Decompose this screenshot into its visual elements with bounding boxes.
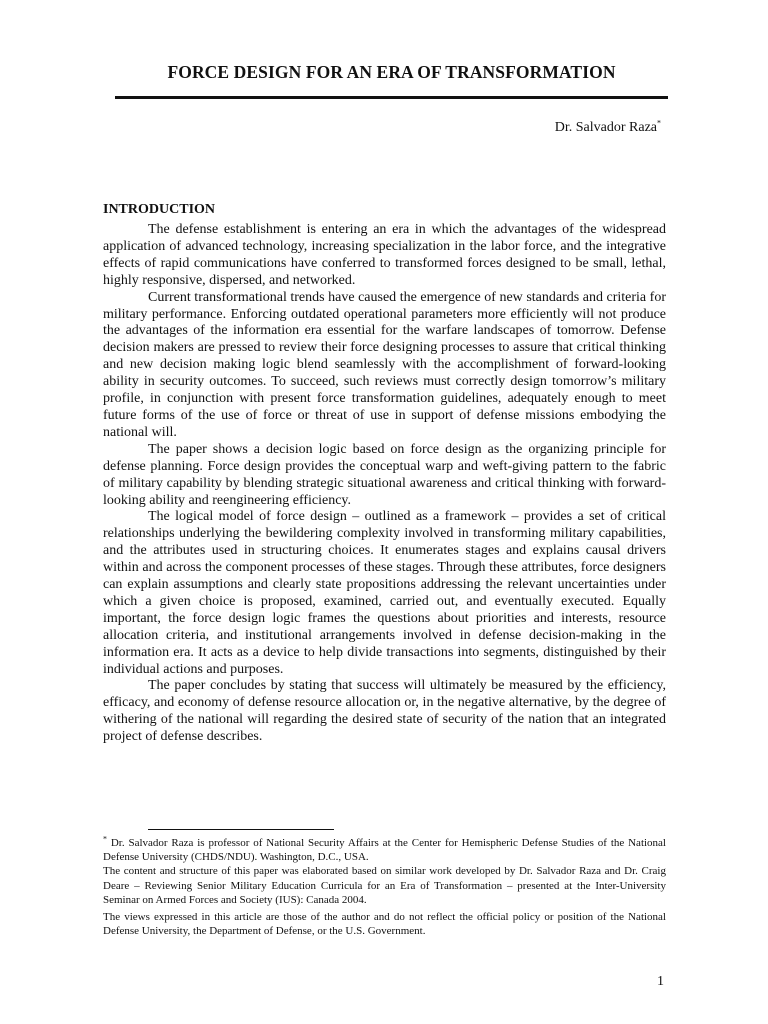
paragraph: Current transformational trends have caused the emergence of new standards and criteria for military performance. Enforcing outdated operational parameters more efficiently will not produce the advantages of the information era essential for the warfare landscapes of tomorrow. Defense decision makers are pressed to review their force designing processes to assure that critical thinking and new decision making logic blend seamlessly with the accomplishment of forward-looking ability in security outcomes. To succeed, such reviews must correctly design tomorrow’s military profile, in conjunction with present force transformation guidelines, adequately enough to meet future forms of the use of force or threat of use in support of defense missions embodying the national will. <box>103 289 666 440</box>
footnote-separator <box>148 829 334 830</box>
footnote-marker: * <box>103 834 107 844</box>
paragraph: The paper concludes by stating that success will ultimately be measured by the efficiency, efficacy, and economy of defense resource allocation or, in the negative alternative, by the degree of withering of the national will regarding the desired state of security of the nation that an integrated project of defense describes. <box>103 678 666 745</box>
author-footnote-marker: * <box>657 118 661 128</box>
author-name: Dr. Salvador Raza <box>554 120 657 135</box>
paragraph: The defense establishment is entering an era in which the advantages of the widespread application of advanced technology, increasing specialization in the labor force, and the integrative effects of rapid communications have conferred to transformed forces designed to be small, lethal, highly responsive, dispersed, and networked. <box>103 222 666 288</box>
page-title: FORCE DESIGN FOR AN ERA OF TRANSFORMATION <box>167 62 616 82</box>
paragraph: The paper shows a decision logic based on force design as the organizing principle for defense planning. Force design provides the conceptual warp and weft-giving pattern to the fabric of military capability by blending strategic situational awareness and critical thinking with forward-looking ability and reengineering efficiency. <box>103 441 666 508</box>
footnote-item: The views expressed in this article are those of the author and do not reflect the official policy or position of the National Defense University, the Department of Defense, or the U.S. Government. <box>103 911 666 938</box>
paragraph: The logical model of force design – outlined as a framework – provides a set of critical relationships underlying the bewildering complexity involved in transforming military capabilities, and the attributes used in structuring choices. It enumerates stages and explains causal drivers within and across the component processes of these stages. Through these attributes, force designers can explain assumptions and clearly state propositions addressing the relevant uncertainties under which a given choice is proposed, examined, carried out, and eventually executed. Equally important, the force design logic frames the questions about priorities and interests, resource allocation criteria, and institutional arrangements involved in defense decision-making in the information era. It acts as a device to help divide transactions into segments, distinguished by their individual actions and purposes. <box>103 509 666 677</box>
introduction-body <box>103 222 666 746</box>
title-rule <box>115 96 668 99</box>
footnote-item <box>103 836 666 864</box>
section-heading: INTRODUCTION <box>103 202 216 217</box>
author-byline <box>555 120 661 136</box>
footnote-item: The content and structure of this paper was elaborated based on similar work developed by Dr. Salvador Raza and Dr. Craig Deare – Reviewing Senior Military Education Curricula for an Era of Transformation – presented at the Inter-University Seminar on Armed Forces and Society (IUS): Canada 2004. <box>103 865 666 906</box>
page-number: 1 <box>657 974 664 989</box>
footnote-text: Dr. Salvador Raza is professor of National Security Affairs at the Center for Hemispheric Defense Studies of the National Defense University (CHDS/NDU). Washington, D.C., USA. <box>103 837 666 864</box>
footnotes <box>103 836 666 938</box>
